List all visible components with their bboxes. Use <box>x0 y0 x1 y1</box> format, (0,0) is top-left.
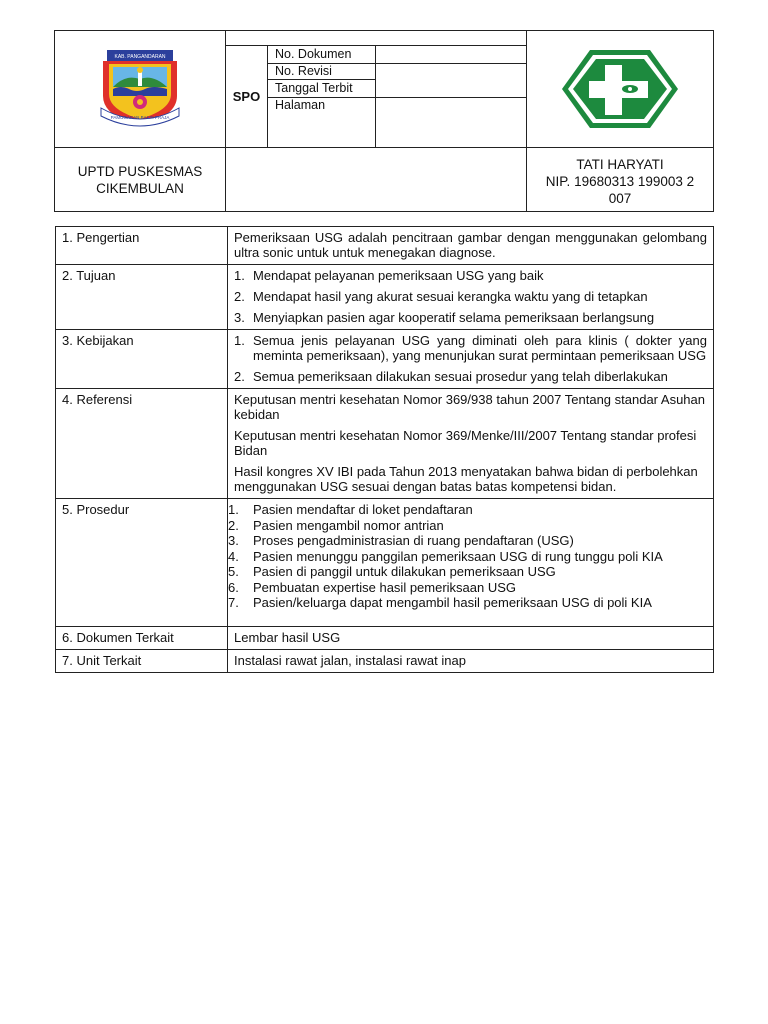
prosedur-step: 7. Pasien/keluarga dapat mengambil hasil pemeriksaan USG di poli KIA <box>228 595 652 610</box>
row-label: 7. Unit Terkait <box>56 650 228 673</box>
list-item: 2. Semua pemeriksaan dilakukan sesuai prosedur yang telah diberlakukan <box>234 369 668 384</box>
institution-line-1: UPTD PUSKESMAS <box>77 164 203 179</box>
prosedur-step: 1. Pasien mendaftar di loket pendaftaran <box>228 502 473 517</box>
row-label: 1. Pengertian <box>56 227 228 265</box>
prosedur-step: 3. Proses pengadministrasian di ruang pendaftaran (USG) <box>228 533 574 548</box>
emblem-motto-text: PAMUGARAN BAKTI PRAJA <box>110 115 170 120</box>
meta-label-no-dokumen: No. Dokumen <box>275 47 352 61</box>
row-label: 6. Dokumen Terkait <box>56 627 228 650</box>
referensi-item: Keputusan mentri kesehatan Nomor 369/Menke/III/2007 Tentang standar profesi Bidan <box>234 428 697 458</box>
meta-label-tanggal-terbit: Tanggal Terbit <box>275 81 353 95</box>
prosedur-step: 6. Pembuatan expertise hasil pemeriksaan USG <box>228 579 517 595</box>
puskesmas-cross-logo-icon <box>560 48 680 130</box>
meta-label-halaman: Halaman <box>275 98 326 112</box>
list-item: 2. Mendapat hasil yang akurat sesuai kerangka waktu yang di tetapkan <box>234 289 648 304</box>
row-pengertian <box>56 227 714 265</box>
institution-cell <box>55 148 225 212</box>
list-item: 3. Menyiapkan pasien agar kooperatif selama pemeriksaan berlangsung <box>234 310 655 325</box>
dokumen-terkait-text: Lembar hasil USG <box>228 627 714 650</box>
row-label: 5. Prosedur <box>56 499 228 627</box>
row-label: 3. Kebijakan <box>56 330 228 389</box>
signer-nip: NIP. 19680313 199003 2 007 <box>545 174 695 206</box>
institution-line-2: CIKEMBULAN <box>96 181 184 196</box>
row-dokumen-terkait <box>56 627 714 650</box>
row-tujuan <box>56 265 714 330</box>
signer-cell <box>527 148 713 212</box>
row-referensi <box>56 389 714 499</box>
row-prosedur <box>56 499 714 627</box>
pengertian-text: Pemeriksaan USG adalah pencitraan gambar dengan menggunakan gelombang ultra sonic untuk untuk menegakan diagnose. <box>228 227 714 265</box>
referensi-item: Hasil kongres XV IBI pada Tahun 2013 menyatakan bahwa bidan di perbolehkan menggunakan USG sesuai dengan batas batas kompetensi bidan. <box>234 464 698 494</box>
unit-terkait-text: Instalasi rawat jalan, instalasi rawat inap <box>228 650 714 673</box>
referensi-item: Keputusan mentri kesehatan Nomor 369/938 tahun 2007 Tentang standar Asuhan kebidan <box>234 392 705 422</box>
meta-label-no-revisi: No. Revisi <box>275 64 332 78</box>
kab-pangandaran-emblem-icon <box>95 46 185 132</box>
row-unit-terkait <box>56 650 714 673</box>
spo-label: SPO <box>232 89 261 104</box>
prosedur-step: 2. Pasien mengambil nomor antrian <box>228 517 444 533</box>
regency-logo-cell <box>55 31 225 147</box>
spo-content-table <box>55 226 714 673</box>
row-kebijakan <box>56 330 714 389</box>
row-label: 2. Tujuan <box>56 265 228 330</box>
signer-name: TATI HARYATI <box>576 157 664 172</box>
puskesmas-logo-cell <box>527 31 713 147</box>
list-item: 1. Mendapat pelayanan pemeriksaan USG yang baik <box>234 268 544 283</box>
prosedur-step: 4. Pasien menunggu panggilan pemeriksaan USG di rung tunggu poli KIA <box>228 548 663 564</box>
document-header <box>54 30 714 212</box>
list-item: 1. Semua jenis pelayanan USG yang diminati oleh para klinis ( dokter yang meminta pemeriksaan), yang menunjukan surat permintaan pemeriksaan USG <box>234 333 707 363</box>
prosedur-step: 5. Pasien di panggil untuk dilakukan pemeriksaan USG <box>228 564 556 579</box>
row-label: 4. Referensi <box>56 389 228 499</box>
emblem-top-text: KAB. PANGANDARAN <box>114 54 166 60</box>
